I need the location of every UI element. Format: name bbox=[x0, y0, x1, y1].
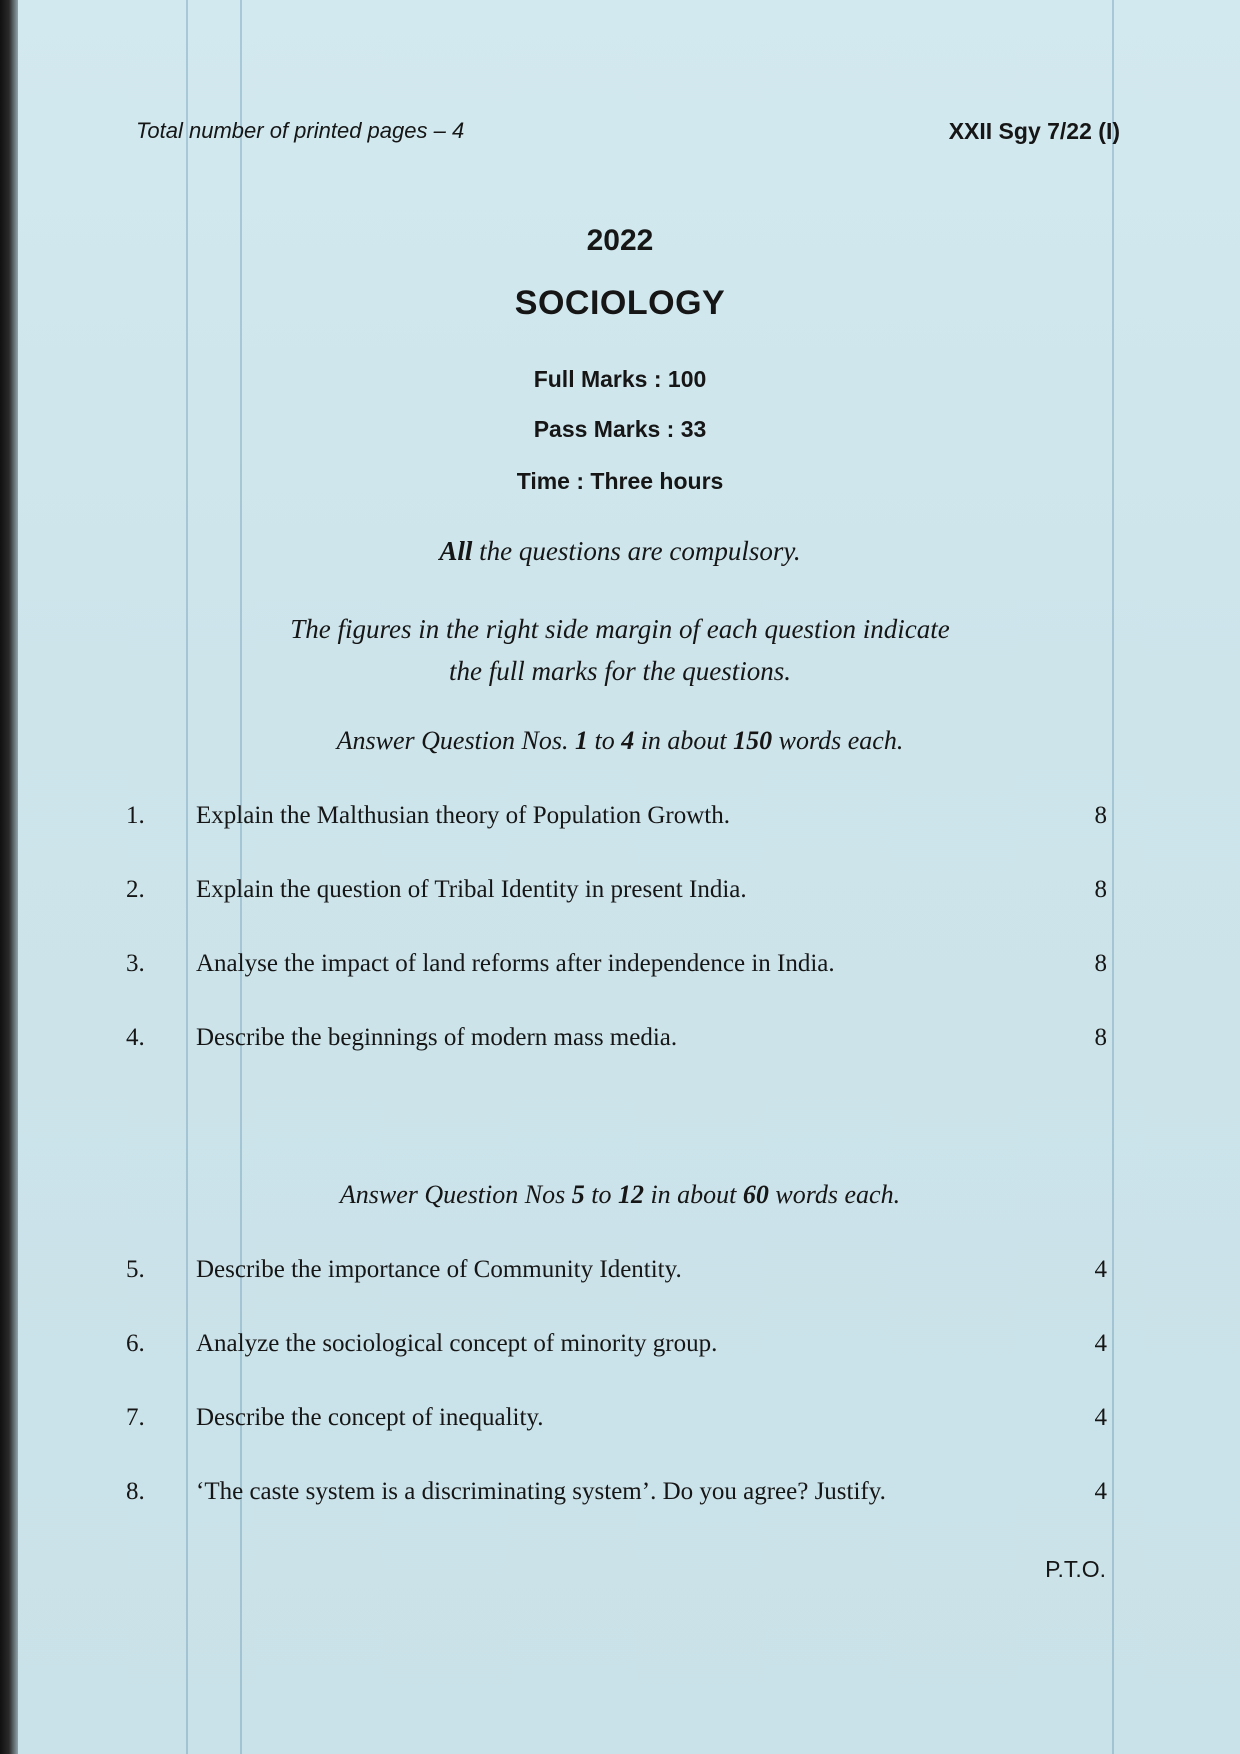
paper-code: XXII Sgy 7/22 (I) bbox=[948, 118, 1120, 144]
please-turn-over: P.T.O. bbox=[1045, 1556, 1106, 1582]
question-text: Analyse the impact of land reforms after independence in India. bbox=[196, 950, 835, 977]
question-row bbox=[0, 950, 1240, 986]
question-row bbox=[0, 1404, 1240, 1440]
question-marks: 4 bbox=[1094, 1256, 1107, 1283]
instruction-compulsory: All the questions are compulsory. bbox=[439, 536, 801, 566]
instruction-marks-line1: The figures in the right side margin of each question indicate bbox=[290, 614, 950, 644]
question-number: 6. bbox=[126, 1330, 145, 1357]
exam-year: 2022 bbox=[586, 224, 654, 257]
question-text: Explain the question of Tribal Identity in present India. bbox=[196, 876, 747, 903]
question-row bbox=[0, 1478, 1240, 1514]
question-text: Analyze the sociological concept of minority group. bbox=[196, 1330, 718, 1357]
question-text: Describe the concept of inequality. bbox=[196, 1404, 544, 1431]
question-number: 5. bbox=[126, 1256, 145, 1283]
exam-time: Time : Three hours bbox=[516, 468, 724, 494]
pass-marks: Pass Marks : 33 bbox=[533, 416, 707, 442]
question-marks: 8 bbox=[1094, 950, 1107, 977]
section-heading-1: Answer Question Nos. 1 to 4 in about 150 words each. bbox=[336, 726, 904, 755]
question-number: 3. bbox=[126, 950, 145, 977]
question-number: 8. bbox=[126, 1478, 145, 1505]
question-row bbox=[0, 1256, 1240, 1292]
question-marks: 8 bbox=[1094, 1024, 1107, 1051]
question-number: 4. bbox=[126, 1024, 145, 1051]
question-text: ‘The caste system is a discriminating system’. Do you agree? Justify. bbox=[196, 1478, 886, 1505]
question-marks: 4 bbox=[1094, 1404, 1107, 1431]
section-heading-2: Answer Question Nos 5 to 12 in about 60 words each. bbox=[339, 1180, 901, 1209]
question-number: 1. bbox=[126, 802, 145, 829]
question-row bbox=[0, 1330, 1240, 1366]
question-marks: 8 bbox=[1094, 876, 1107, 903]
question-text: Explain the Malthusian theory of Population Growth. bbox=[196, 802, 730, 829]
question-row bbox=[0, 1024, 1240, 1060]
question-marks: 4 bbox=[1094, 1478, 1107, 1505]
page-count-label: Total number of printed pages – 4 bbox=[136, 118, 465, 143]
question-number: 2. bbox=[126, 876, 145, 903]
question-text: Describe the importance of Community Identity. bbox=[196, 1256, 682, 1283]
question-number: 7. bbox=[126, 1404, 145, 1431]
question-marks: 8 bbox=[1094, 802, 1107, 829]
full-marks: Full Marks : 100 bbox=[533, 366, 707, 392]
question-row bbox=[0, 876, 1240, 912]
instruction-marks-line2: the full marks for the questions. bbox=[449, 656, 791, 686]
question-marks: 4 bbox=[1094, 1330, 1107, 1357]
question-text: Describe the beginnings of modern mass media. bbox=[196, 1024, 678, 1051]
question-row bbox=[0, 802, 1240, 838]
subject-title: SOCIOLOGY bbox=[514, 284, 726, 322]
